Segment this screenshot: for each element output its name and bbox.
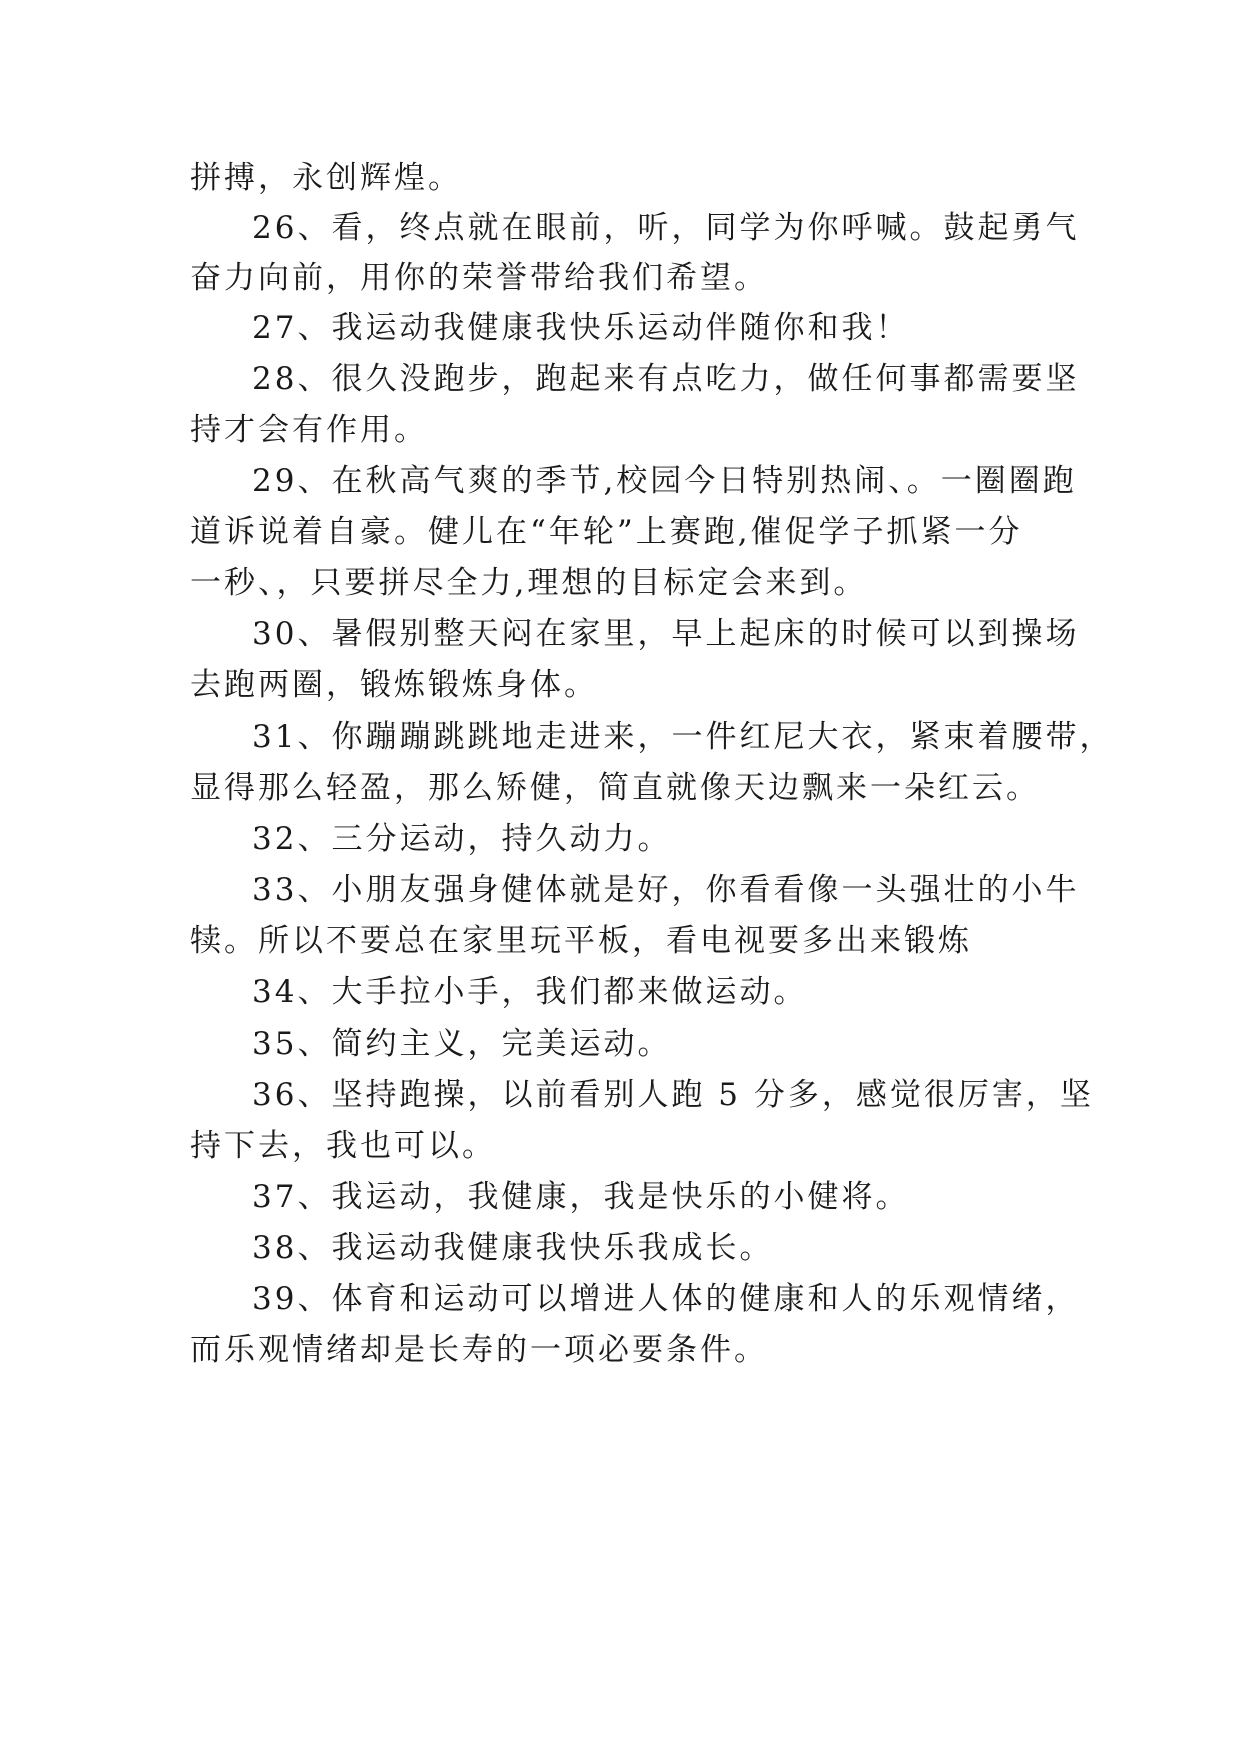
text-line: 而乐观情绪却是长寿的一项必要条件。: [190, 1332, 768, 1368]
text-line: 36、坚持跑操，以前看别人跑 5 分多，感觉很厉害，坚: [252, 1077, 1094, 1113]
text-line: 道诉说着自豪。健儿在“年轮”上赛跑,催促学子抓紧一分: [190, 514, 1023, 550]
text-line: 28、很久没跑步，跑起来有点吃力，做任何事都需要坚: [252, 361, 1080, 397]
text-line: 持下去，我也可以。: [190, 1128, 496, 1164]
text-line: 30、暑假别整天闷在家里，早上起床的时候可以到操场: [252, 616, 1080, 652]
text-line: 29、在秋高气爽的季节,校园今日特别热闹、。一圈圈跑: [252, 463, 1077, 499]
text-line: 26、看，终点就在眼前，听，同学为你呼喊。鼓起勇气: [252, 210, 1080, 246]
text-line: 去跑两圈，锻炼锻炼身体。: [190, 667, 598, 703]
text-line: 31、你蹦蹦跳跳地走进来，一件红尼大衣，紧束着腰带，: [252, 719, 1114, 755]
text-line: 33、小朋友强身健体就是好，你看看像一头强壮的小牛: [252, 872, 1080, 908]
text-line: 持才会有作用。: [190, 412, 428, 448]
text-line: 拼搏，永创辉煌。: [190, 160, 462, 196]
text-line: 奋力向前，用你的荣誉带给我们希望。: [190, 260, 768, 296]
text-line: 一秒、，只要拼尽全力,理想的目标定会来到。: [190, 565, 868, 601]
text-line: 38、我运动我健康我快乐我成长。: [252, 1230, 774, 1266]
text-line: 27、我运动我健康我快乐运动伴随你和我！: [252, 310, 910, 346]
text-line: 32、三分运动，持久动力。: [252, 821, 672, 857]
text-line: 显得那么轻盈，那么矫健，简直就像天边飘来一朵红云。: [190, 770, 1040, 806]
text-line: 犊。所以不要总在家里玩平板，看电视要多出来锻炼: [190, 923, 972, 959]
text-line: 35、简约主义，完美运动。: [252, 1026, 672, 1062]
text-line: 37、我运动，我健康，我是快乐的小健将。: [252, 1179, 910, 1215]
text-line: 39、体育和运动可以增进人体的健康和人的乐观情绪，: [252, 1281, 1080, 1317]
text-line: 34、大手拉小手，我们都来做运动。: [252, 974, 808, 1010]
